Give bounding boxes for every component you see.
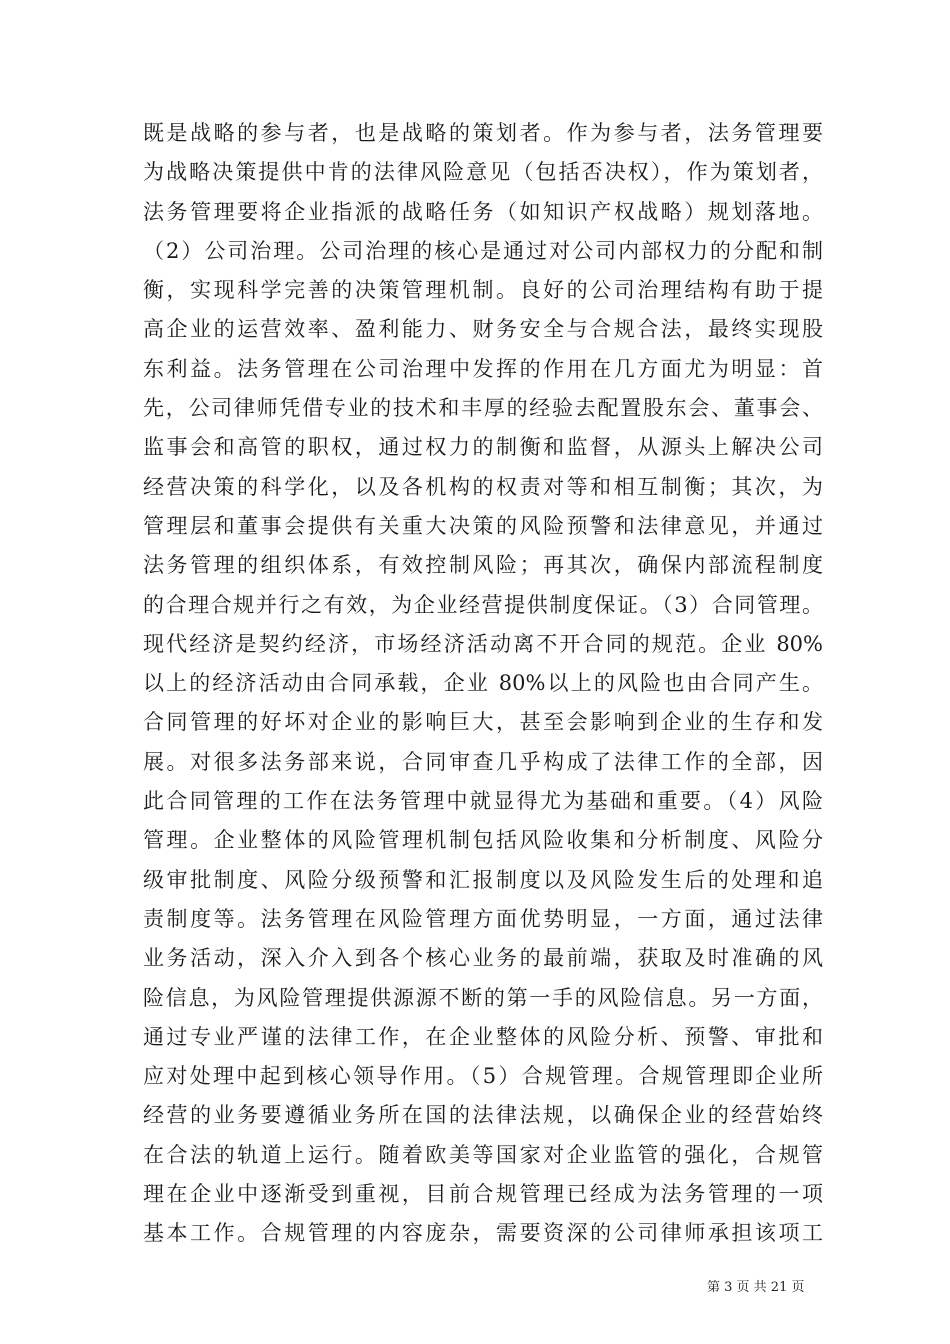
text-line: 以上的经济活动由合同承载，企业 80%以上的风险也由合同产生。 (143, 671, 823, 696)
text-line: 理在企业中逐渐受到重视，目前合规管理已经成为法务管理的一项 (143, 1182, 823, 1207)
text-line: 高企业的运营效率、盈利能力、财务安全与合规合法，最终实现股 (143, 317, 823, 342)
text-line: 管理。企业整体的风险管理机制包括风险收集和分析制度、风险分 (143, 828, 823, 853)
text-line: 东利益。法务管理在公司治理中发挥的作用在几方面尤为明显：首 (143, 356, 823, 381)
page-number: 第 3 页 共 21 页 (707, 1280, 805, 1295)
text-line: 此合同管理的工作在法务管理中就显得尤为基础和重要。（4）风险 (143, 789, 823, 814)
text-line: 先，公司律师凭借专业的技术和丰厚的经验去配置股东会、董事会、 (143, 396, 823, 421)
text-line: 通过专业严谨的法律工作，在企业整体的风险分析、预警、审批和 (143, 1024, 823, 1049)
text-line: 法务管理要将企业指派的战略任务（如知识产权战略）规划落地。 (143, 199, 823, 224)
text-line: 业务活动，深入介入到各个核心业务的最前端，获取及时准确的风 (143, 946, 823, 971)
text-line: 在合法的轨道上运行。随着欧美等国家对企业监管的强化，合规管 (143, 1142, 823, 1167)
text-line: 既是战略的参与者，也是战略的策划者。作为参与者，法务管理要 (143, 121, 823, 145)
text-line: 展。对很多法务部来说，合同审查几乎构成了法律工作的全部，因 (143, 749, 823, 774)
text-line: 的合理合规并行之有效，为企业经营提供制度保证。（3）合同管理。 (143, 592, 823, 617)
text-line: 现代经济是契约经济，市场经济活动离不开合同的规范。企业 80% (143, 631, 823, 656)
text-line: 法务管理的组织体系，有效控制风险；再其次，确保内部流程制度 (143, 553, 823, 578)
text-line: 合同管理的好坏对企业的影响巨大，甚至会影响到企业的生存和发 (143, 710, 823, 735)
text-line: 责制度等。法务管理在风险管理方面优势明显，一方面，通过法律 (143, 906, 823, 931)
text-line: 经营的业务要遵循业务所在国的法律法规，以确保企业的经营始终 (143, 1103, 823, 1128)
text-line: （2）公司治理。公司治理的核心是通过对公司内部权力的分配和制 (143, 238, 823, 263)
text-line: 应对处理中起到核心领导作用。（5）合规管理。合规管理即企业所 (143, 1064, 823, 1089)
text-line: 险信息，为风险管理提供源源不断的第一手的风险信息。另一方面， (143, 985, 823, 1010)
text-line: 衡，实现科学完善的决策管理机制。良好的公司治理结构有助于提 (143, 278, 823, 303)
text-line: 基本工作。合规管理的内容庞杂，需要资深的公司律师承担该项工 (143, 1221, 823, 1246)
text-line: 经营决策的科学化，以及各机构的权责对等和相互制衡；其次，为 (143, 474, 823, 499)
text-line: 监事会和高管的职权，通过权力的制衡和监督，从源头上解决公司 (143, 435, 823, 460)
text-line: 管理层和董事会提供有关重大决策的风险预警和法律意见，并通过 (143, 513, 823, 538)
text-line: 级审批制度、风险分级预警和汇报制度以及风险发生后的处理和追 (143, 867, 823, 892)
text-line: 为战略决策提供中肯的法律风险意见（包括否决权），作为策划者， (143, 160, 823, 185)
body-text (143, 114, 823, 1254)
